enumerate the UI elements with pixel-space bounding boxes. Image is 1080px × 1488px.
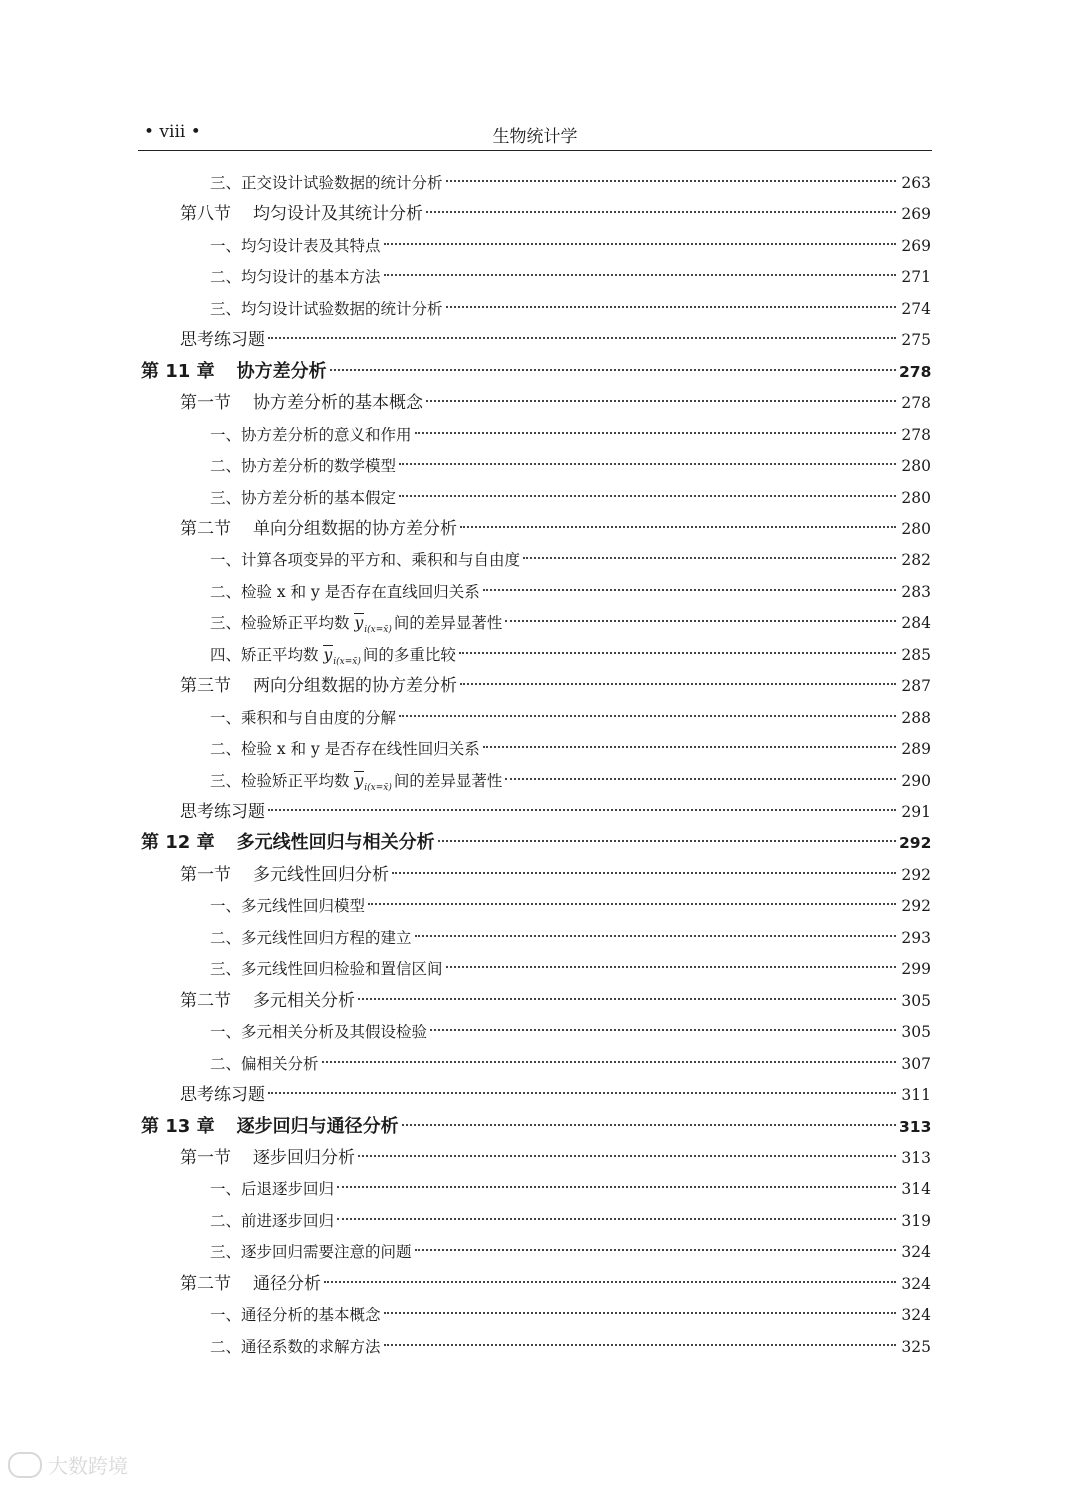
toc-entry-label	[210, 736, 480, 762]
toc-entry-title: 协方差分析	[236, 360, 327, 382]
toc-entry-title: 逐步回归与通径分析	[236, 1115, 399, 1137]
toc-entry-title: 三、均匀设计试验数据的统计分析	[210, 299, 443, 318]
toc-entry-label	[210, 1239, 412, 1265]
dot-leader	[415, 1249, 896, 1251]
toc-entry-title: 二、检验 x 和 y 是否存在直线回归关系	[210, 582, 480, 601]
toc-entry-label	[210, 705, 396, 731]
toc-entry-label	[210, 768, 502, 801]
toc-entry-label	[210, 610, 502, 643]
toc-entry-number: 第三节	[180, 676, 231, 697]
toc-item-row[interactable]	[210, 453, 931, 479]
dot-leader	[415, 935, 896, 937]
dot-leader	[324, 1281, 896, 1283]
formula-adjusted-mean	[323, 642, 361, 675]
dot-leader	[505, 778, 896, 780]
watermark-text: 大数跨境	[48, 1454, 128, 1478]
toc-entry-label	[210, 264, 381, 290]
toc-entry-title: 一、计算各项变异的平方和、乘积和与自由度	[210, 551, 521, 570]
toc-item-row[interactable]	[210, 925, 931, 951]
dot-leader	[399, 715, 896, 717]
toc-item-row[interactable]	[210, 893, 931, 919]
toc-item-row[interactable]	[210, 1051, 931, 1077]
toc-entry-label	[141, 1114, 399, 1140]
toc-entry-title: 二、均匀设计的基本方法	[210, 268, 381, 287]
toc-entry-label	[210, 233, 381, 259]
toc-page-number: 292	[901, 865, 931, 884]
toc-page-number: 290	[901, 771, 931, 790]
toc-entry-label	[180, 1271, 321, 1297]
toc-entry-title: 一、乘积和与自由度的分解	[210, 708, 397, 727]
toc-section-row[interactable]	[180, 327, 931, 353]
toc-entry-number: 第八节	[180, 204, 231, 225]
dot-leader	[399, 495, 896, 497]
toc-page-number: 280	[901, 519, 931, 538]
dot-leader	[402, 1124, 896, 1126]
toc-page-number: 325	[901, 1337, 931, 1356]
toc-section-row[interactable]	[180, 988, 931, 1014]
toc-entry-title: 三、正交设计试验数据的统计分析	[210, 174, 443, 192]
toc-item-row[interactable]	[210, 1302, 931, 1328]
dot-leader	[384, 1312, 896, 1314]
dot-leader	[483, 589, 896, 591]
toc-entry-label	[180, 988, 355, 1014]
toc-section-row[interactable]	[180, 673, 931, 699]
toc-page-number: 324	[901, 1274, 931, 1293]
toc-entry-number: 第二节	[180, 990, 231, 1011]
toc-page-number: 299	[901, 960, 931, 979]
toc-item-row[interactable]	[210, 705, 931, 731]
toc-entry-label	[210, 956, 443, 982]
toc-page-number: 287	[901, 677, 931, 696]
toc-item-row[interactable]	[210, 1208, 931, 1234]
dot-leader	[330, 369, 896, 371]
dot-leader	[358, 1155, 896, 1157]
toc-item-row[interactable]	[210, 579, 931, 605]
toc-entry-label	[210, 170, 443, 196]
toc-entry-title-suffix: 间的差异显著性	[393, 771, 503, 790]
toc-page-number: 271	[901, 268, 931, 287]
toc-page-number: 305	[901, 1023, 931, 1042]
toc-entry-title-suffix: 间的差异显著性	[393, 614, 503, 633]
toc-page-number: 324	[901, 1306, 931, 1325]
toc-item-row[interactable]	[210, 956, 931, 982]
toc-entry-label	[210, 547, 520, 573]
page-number: • viii •	[144, 122, 201, 142]
toc-item-row[interactable]	[210, 264, 931, 290]
toc-entry-title: 二、通径系数的求解方法	[210, 1337, 381, 1356]
toc-section-row[interactable]	[180, 1082, 931, 1108]
toc-entry-label	[210, 485, 396, 511]
toc-page-number: 284	[901, 614, 931, 633]
toc-page-number: 305	[901, 991, 931, 1010]
toc-page-number: 269	[901, 205, 931, 224]
toc-entry-title: 多元线性回归与相关分析	[236, 832, 435, 854]
toc-item-row[interactable]	[210, 170, 931, 196]
formula-subscript: i(x=x̄)	[364, 625, 392, 636]
toc-item-row[interactable]	[210, 485, 931, 511]
toc-item-row[interactable]	[210, 1239, 931, 1265]
dot-leader	[337, 1186, 896, 1188]
page-header	[138, 120, 932, 151]
dot-leader	[505, 620, 896, 622]
toc-item-row[interactable]	[210, 233, 931, 259]
toc-section-row[interactable]	[180, 799, 931, 825]
toc-page-number: 292	[901, 897, 931, 916]
toc-page-number: 307	[901, 1054, 931, 1073]
toc-entry-title: 一、协方差分析的意义和作用	[210, 425, 412, 444]
toc-page-number: 313	[899, 1117, 932, 1136]
toc-entry-label	[210, 579, 480, 605]
toc-page-number: 283	[901, 582, 931, 601]
toc-entry-label	[180, 799, 265, 825]
toc-entry-label	[141, 830, 435, 856]
dot-leader	[268, 337, 896, 339]
toc-entry-label	[210, 893, 365, 919]
toc-item-row[interactable]	[210, 422, 931, 448]
toc-item-row[interactable]	[210, 1334, 931, 1360]
toc-page-number: 285	[901, 645, 931, 664]
toc-entry-title: 多元线性回归分析	[253, 864, 389, 885]
dot-leader	[399, 463, 896, 465]
toc-entry-title: 三、多元线性回归检验和置信区间	[210, 960, 443, 979]
toc-entry-label	[180, 862, 389, 888]
dot-leader	[483, 746, 896, 748]
formula-y-bar: y	[354, 771, 364, 790]
toc-page-number: 314	[901, 1180, 931, 1199]
toc-entry-title: 三、检验矫正平均数	[210, 771, 350, 790]
toc-page-number: 319	[901, 1211, 931, 1230]
toc-entry-title: 三、逐步回归需要注意的问题	[210, 1243, 412, 1262]
dot-leader	[446, 306, 896, 308]
toc-entry-title: 二、前进逐步回归	[210, 1211, 335, 1230]
toc-section-row[interactable]	[180, 390, 931, 416]
toc-entry-title: 通径分析	[253, 1273, 321, 1294]
dot-leader	[438, 840, 896, 842]
toc-entry-title: 两向分组数据的协方差分析	[253, 676, 457, 697]
toc-entry-title: 思考练习题	[180, 802, 265, 822]
toc-entry-label	[210, 296, 443, 322]
toc-entry-title: 二、多元线性回归方程的建立	[210, 928, 412, 947]
toc-entry-label	[210, 422, 412, 448]
toc-page-number: 292	[899, 834, 932, 853]
toc-entry-number: 第一节	[180, 393, 231, 414]
toc-entry-title: 三、协方差分析的基本假定	[210, 488, 397, 507]
formula-y-bar: y	[323, 645, 333, 664]
toc-entry-label	[180, 1082, 265, 1108]
toc-entry-title: 多元相关分析	[253, 990, 355, 1011]
toc-section-row[interactable]	[180, 862, 931, 888]
toc-entry-title: 二、协方差分析的数学模型	[210, 457, 397, 476]
toc-entry-title-suffix: 间的多重比较	[362, 645, 456, 664]
toc-section-row[interactable]	[180, 201, 931, 227]
toc-entry-label	[180, 390, 423, 416]
toc-entry-title: 均匀设计及其统计分析	[253, 204, 423, 225]
toc-item-row[interactable]	[210, 1176, 931, 1202]
toc-page-number: 278	[901, 394, 931, 413]
dot-leader	[523, 557, 896, 559]
toc-entry-label	[210, 1302, 381, 1328]
toc-page-number: 311	[901, 1086, 931, 1105]
toc-page-number: 280	[901, 488, 931, 507]
toc-entry-label	[210, 1176, 334, 1202]
toc-entry-label	[210, 453, 396, 479]
toc-page-number: 278	[899, 362, 932, 381]
dot-leader	[426, 400, 896, 402]
toc-entry-title: 思考练习题	[180, 330, 265, 351]
running-title: 生物统计学	[492, 127, 578, 147]
toc-entry-number: 第 13 章	[141, 1115, 215, 1137]
toc-item-row[interactable]	[210, 610, 931, 636]
toc-entry-number: 第一节	[180, 864, 231, 885]
toc-page-number: 269	[901, 236, 931, 255]
toc-item-row[interactable]	[210, 547, 931, 573]
dot-leader	[337, 1218, 896, 1220]
toc-entry-title: 逐步回归分析	[253, 1147, 355, 1168]
dot-leader	[358, 998, 896, 1000]
toc-section-row[interactable]	[180, 516, 931, 542]
toc-entry-number: 第 11 章	[141, 360, 215, 382]
formula-y-bar: y	[354, 614, 364, 633]
toc-item-row[interactable]	[210, 642, 931, 668]
toc-entry-title: 一、多元相关分析及其假设检验	[210, 1023, 428, 1042]
toc-page-number: 324	[901, 1243, 931, 1262]
dot-leader	[384, 274, 896, 276]
dot-leader	[368, 903, 896, 905]
toc-entry-label	[141, 359, 327, 385]
watermark	[8, 1450, 128, 1479]
dot-leader	[322, 1061, 896, 1063]
toc-page-number: 263	[901, 174, 931, 192]
toc-entry-number: 第二节	[180, 1273, 231, 1294]
toc-item-row[interactable]	[210, 296, 931, 322]
toc-item-row[interactable]	[210, 736, 931, 762]
toc-section-row[interactable]	[180, 1271, 931, 1297]
toc-page-number: 282	[901, 551, 931, 570]
toc-page-number: 274	[901, 299, 931, 318]
dot-leader	[268, 1092, 896, 1094]
toc-page-number: 288	[901, 708, 931, 727]
toc-item-row[interactable]	[210, 1019, 931, 1045]
toc-entry-label	[180, 516, 457, 542]
toc-entry-label	[210, 1051, 319, 1077]
toc-entry-title: 四、矫正平均数	[210, 645, 319, 664]
toc-entry-title: 协方差分析的基本概念	[253, 393, 423, 414]
dot-leader	[384, 243, 896, 245]
toc-entry-title: 一、多元线性回归模型	[210, 897, 366, 916]
toc-entry-title: 三、检验矫正平均数	[210, 614, 350, 633]
toc-chapter-row[interactable]	[141, 359, 931, 385]
dot-leader	[426, 211, 896, 213]
toc-entry-label	[180, 327, 265, 353]
dot-leader	[415, 432, 896, 434]
dot-leader	[268, 809, 896, 811]
dot-leader	[460, 526, 896, 528]
toc-section-row[interactable]	[180, 1145, 931, 1171]
toc-entry-title: 思考练习题	[180, 1085, 265, 1106]
toc-entry-label	[180, 673, 457, 699]
toc-page-number: 275	[901, 331, 931, 350]
toc-entry-number: 第 12 章	[141, 832, 215, 854]
dot-leader	[446, 966, 896, 968]
toc-entry-title: 二、偏相关分析	[210, 1054, 319, 1073]
toc-entry-label	[210, 1334, 381, 1360]
toc-entry-title: 一、均匀设计表及其特点	[210, 236, 381, 255]
formula-subscript: i(x=x̄)	[333, 656, 361, 667]
toc-entry-title: 单向分组数据的协方差分析	[253, 518, 457, 539]
toc-entry-label	[210, 642, 456, 675]
dot-leader	[460, 683, 896, 685]
toc-entry-label	[180, 201, 423, 227]
toc-entry-label	[210, 1208, 334, 1234]
toc-page-number: 291	[901, 803, 931, 821]
toc-entry-number: 第二节	[180, 518, 231, 539]
toc-chapter-row[interactable]	[141, 830, 931, 856]
dot-leader	[430, 1029, 896, 1031]
formula-subscript: i(x=x̄)	[364, 782, 392, 793]
toc-entry-label	[210, 925, 412, 951]
toc-page-number: 280	[901, 457, 931, 476]
toc-entry-title: 一、后退逐步回归	[210, 1180, 335, 1199]
toc-entry-title: 一、通径分析的基本概念	[210, 1306, 381, 1325]
watermark-logo-icon	[8, 1452, 42, 1478]
toc-page-number: 313	[901, 1148, 931, 1167]
dot-leader	[384, 1344, 896, 1346]
toc-chapter-row[interactable]	[141, 1114, 931, 1140]
toc-page-number: 293	[901, 928, 931, 947]
dot-leader	[459, 652, 896, 654]
dot-leader	[446, 180, 896, 182]
dot-leader	[392, 872, 896, 874]
formula-adjusted-mean	[354, 610, 392, 643]
toc-page-number: 289	[901, 740, 931, 759]
toc-entry-label	[180, 1145, 355, 1171]
formula-adjusted-mean	[354, 768, 392, 801]
toc-entry-number: 第一节	[180, 1147, 231, 1168]
toc-page-number: 278	[901, 425, 931, 444]
toc-entry-title: 二、检验 x 和 y 是否存在线性回归关系	[210, 740, 480, 759]
toc-entry-label	[210, 1019, 427, 1045]
toc-item-row[interactable]	[210, 768, 931, 794]
